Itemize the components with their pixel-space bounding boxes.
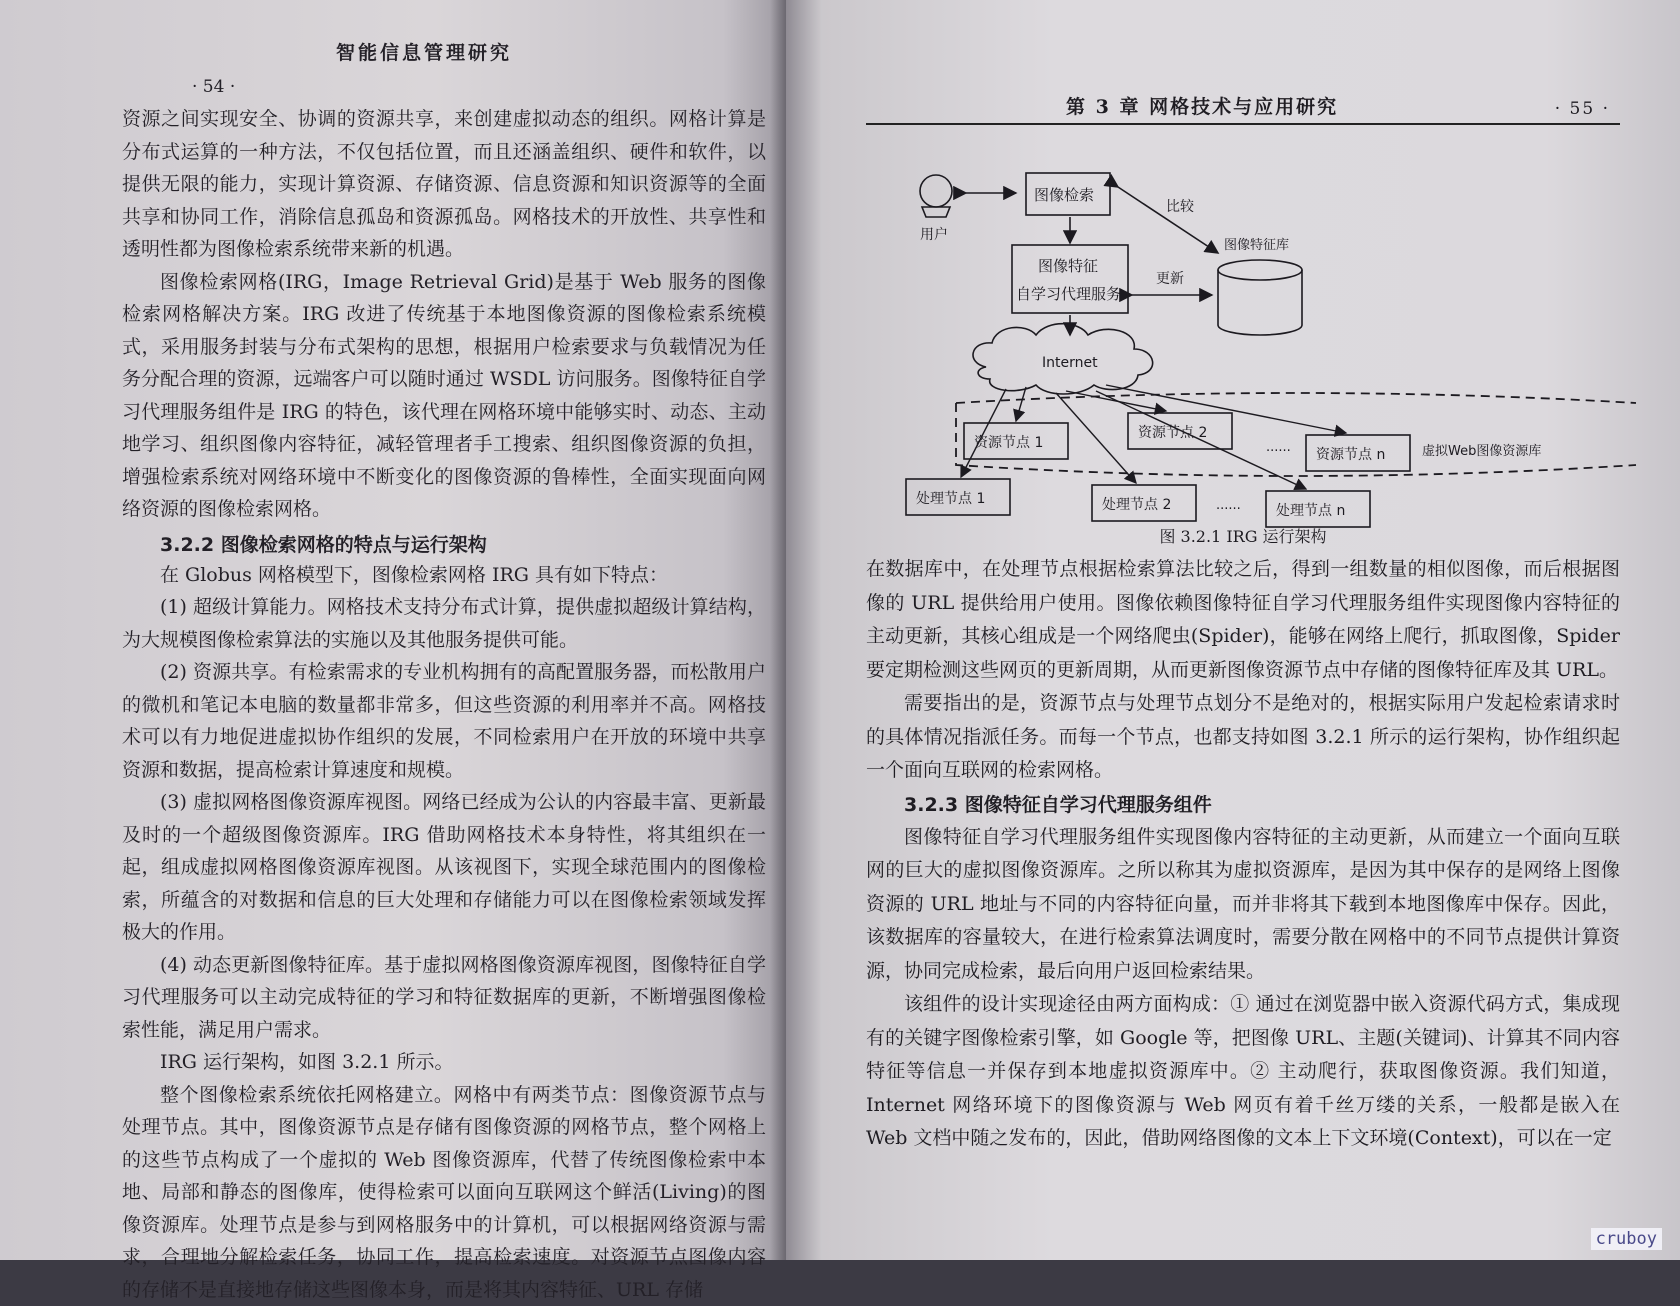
virtual-lib-label: 虚拟Web图像资源库 [1422, 443, 1541, 459]
paragraph: 图像检索网格(IRG，Image Retrieval Grid)是基于 Web 服务的图像检索网格解决方案。IRG 改进了传统基于本地图像资源的图像检索系统模式，采用服务封装与分布式架构的思想，根据用户检索要求与负载情况为任务分配合理的资源，远端客户可以随时通过 WSDL 访问服务。图像特征自学习代理服务组件是 IRG 的特色，该代理在网格环境中能够实时、动态、主动地学习、组织图像内容特征，减轻管理者手工搜索、组织图像资源的负担，增强检索系统对网络环境中不断变化的图像资源的鲁棒性，全面实现面向网络资源的图像检索网格。 [122, 266, 766, 526]
processing-node-n-label: 处理节点 n [1276, 502, 1345, 519]
left-running-head: 智能信息管理研究 [82, 38, 766, 65]
right-header [866, 92, 1620, 125]
section-heading: 3.2.2 图像检索网格的特点与运行架构 [160, 530, 766, 557]
paragraph: 图像特征自学习代理服务组件实现图像内容特征的主动更新，从而建立一个面向互联网的巨大的虚拟图像资源库。之所以称其为虚拟资源库，是因为其中保存的是网络上图像资源的 URL 地址与不同的内容特征向量，而并非将其下载到本地图像库中保存。因此，该数据库的容量较大，在进行检索算法调度时，需要分散在网格中的不同节点提供计算资源，协同完成检索，最后向用户返回检索结果。 [866, 821, 1620, 989]
agent-label-1: 图像特征 [1038, 257, 1098, 275]
list-item: (1) 超级计算能力。网格技术支持分布式计算，提供虚拟超级计算结构，为大规模图像检索算法的实施以及其他服务提供可能。 [122, 591, 766, 656]
user-label: 用户 [920, 227, 948, 243]
user-icon [920, 175, 952, 217]
update-label: 更新 [1156, 271, 1184, 287]
right-page [786, 0, 1680, 1260]
left-body [122, 103, 766, 1306]
paragraph: 需要指出的是，资源节点与处理节点划分不是绝对的，根据实际用户发起检索请求时的具体情况指派任务。而每一个节点，也都支持如图 3.2.1 所示的运行架构，协作组织起一个面向互联网的检索网格。 [866, 687, 1620, 788]
resource-node-2-label: 资源节点 2 [1138, 424, 1207, 441]
processing-node-1-label: 处理节点 1 [916, 490, 985, 507]
list-item: (2) 资源共享。有检索需求的专业机构拥有的高配置服务器，而松散用户的微机和笔记本电脑的数量都非常多，但这些资源的利用率并不高。网格技术可以有力地促进虚拟协作组织的发展，不同检索用户在开放的环境中共享资源和数据，提高检索计算速度和规模。 [122, 656, 766, 786]
watermark: cruboy [1591, 1228, 1662, 1250]
processing-dots: ...... [1216, 498, 1241, 513]
list-item: (4) 动态更新图像特征库。基于虚拟网格图像资源库视图，图像特征自学习代理服务可以主动完成特征的学习和特征数据库的更新，不断增强图像检索性能，满足用户需求。 [122, 949, 766, 1047]
right-running-head: 第 3 章 网格技术与应用研究 [1066, 92, 1338, 119]
virtual-lib-bottom [956, 403, 1636, 476]
figure-caption: 图 3.2.1 IRG 运行架构 [866, 524, 1620, 547]
feature-db-label: 图像特征库 [1224, 237, 1289, 253]
left-page-number: · 54 · [192, 77, 766, 97]
paragraph: IRG 运行架构，如图 3.2.1 所示。 [122, 1046, 766, 1079]
paragraph: 资源之间实现安全、协调的资源共享，来创建虚拟动态的组织。网格计算是分布式运算的一种方法，不仅包括位置，而且还涵盖组织、硬件和软件，以提供无限的能力，实现计算资源、存储资源、信息资源和知识资源等的全面共享和协同工作，消除信息孤岛和资源孤岛。网格技术的开放性、共享性和透明性都为图像检索系统带来新的机遇。 [122, 103, 766, 266]
list-item: (3) 虚拟网格图像资源库视图。网络已经成为公认的内容最丰富、更新最及时的一个超级图像资源库。IRG 借助网格技术本身特性，将其组织在一起，组成虚拟网格图像资源库视图。从该视图下，实现全球范围内的图像检索，所蕴含的对数据和信息的巨大处理和存储能力可以在图像检索领域发挥极大的作用。 [122, 786, 766, 949]
left-page [0, 0, 786, 1260]
search-label: 图像检索 [1034, 186, 1094, 204]
internet-label: Internet [1042, 355, 1098, 371]
right-page-number: · 55 · [1555, 99, 1610, 119]
resource-dots: ...... [1266, 440, 1291, 455]
paragraph: 在数据库中，在处理节点根据检索算法比较之后，得到一组数量的相似图像，而后根据图像的 URL 提供给用户使用。图像依赖图像特征自学习代理服务组件实现图像内容特征的主动更新，其核心组成是一个网络爬虫(Spider)，能够在网络上爬行，抓取图像，Spider 要定期检测这些网页的更新周期，从而更新图像资源节点中存储的图像特征库及其 URL。 [866, 553, 1620, 687]
database-icon [1218, 260, 1302, 335]
paragraph: 在 Globus 网格模型下，图像检索网格 IRG 具有如下特点： [122, 559, 766, 592]
irg-architecture-diagram [866, 135, 1626, 530]
paragraph: 整个图像检索系统依托网格建立。网格中有两类节点：图像资源节点与处理节点。其中，图像资源节点是存储有图像资源的网格节点，整个网格上的这些节点构成了一个虚拟的 Web 图像资源库，代替了传统图像检索中本地、局部和静态的图像库，使得检索可以面向互联网这个鲜活(Living)的图像资源库。处理节点是参与到网格服务中的计算机，可以根据网络资源与需求，合理地分解检索任务，协同工作，提高检索速度。对资源节点图像内容的存储不是直接地存储这些图像本身，而是将其内容特征、URL 存储 [122, 1079, 766, 1306]
agent-label-2: 自学习代理服务 [1016, 285, 1121, 303]
diagram-svg [866, 135, 1626, 530]
compare-arrow [1118, 187, 1218, 253]
paragraph: 该组件的设计实现途径由两方面构成：① 通过在浏览器中嵌入资源代码方式，集成现有的关键字图像检索引擎，如 Google 等，把图像 URL、主题(关键词)、计算其不同内容特征等信息一并保存到本地虚拟资源库中。② 主动爬行，获取图像资源。我们知道，Internet 网络环境下的图像资源与 Web 网页有着千丝万缕的关系，一般都是嵌入在 Web 文档中随之发布的，因此，借助网络图像的文本上下文环境(Context)，可以在一定 [866, 988, 1620, 1156]
resource-node-n-label: 资源节点 n [1316, 446, 1385, 463]
processing-node-2-label: 处理节点 2 [1102, 496, 1171, 513]
section-heading: 3.2.3 图像特征自学习代理服务组件 [904, 790, 1620, 817]
resource-node-1-label: 资源节点 1 [974, 434, 1043, 451]
right-body [866, 553, 1620, 1156]
compare-label: 比较 [1166, 199, 1195, 215]
